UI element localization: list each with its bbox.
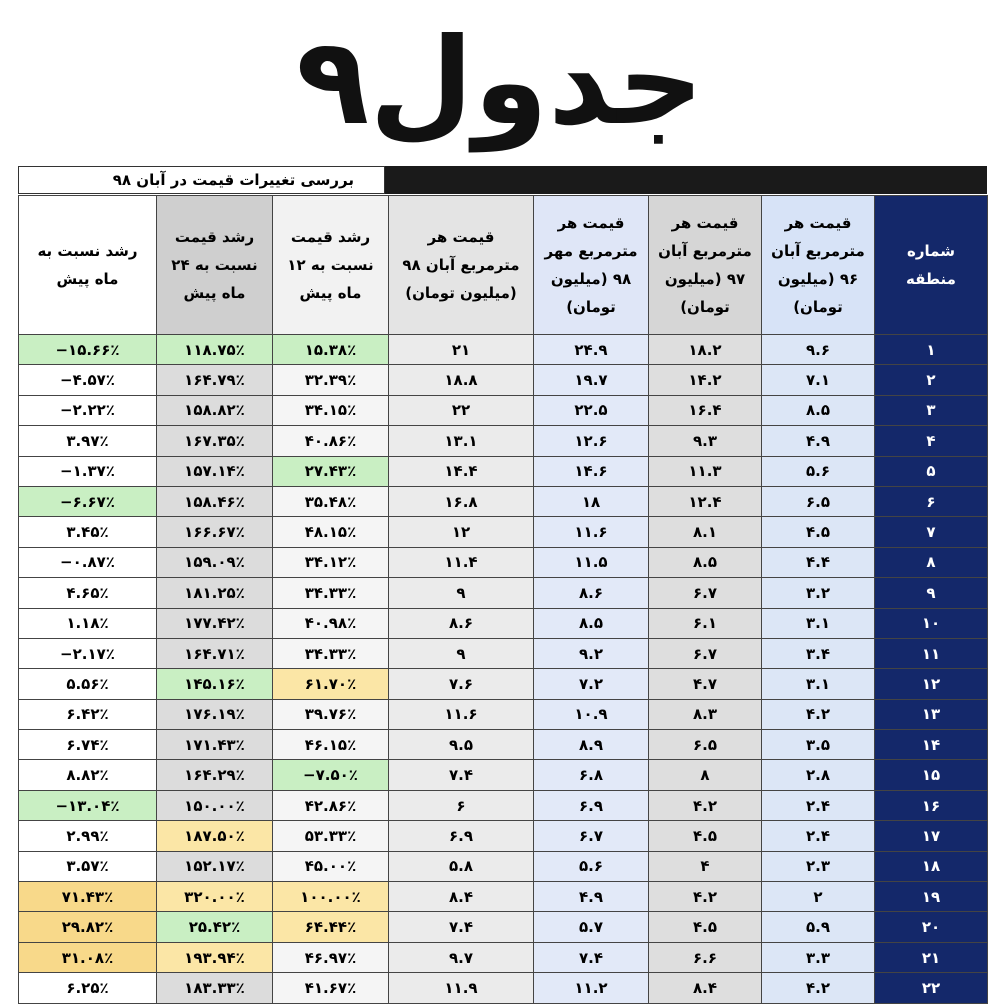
cell-aban98: ۸.۶ <box>389 608 534 638</box>
cell-mehr98: ۱۱.۵ <box>534 547 649 577</box>
table-row <box>19 517 988 547</box>
col-header-growth-1m: رشد نسبت به ماه پیش <box>19 196 157 335</box>
cell-aban98: ۱۸.۸ <box>389 365 534 395</box>
cell-growth24: ۱۵۷.۱۴٪ <box>157 456 273 486</box>
col-header-region: شماره منطقه <box>875 196 988 335</box>
cell-region: ۳ <box>875 395 988 425</box>
cell-growth24: ۱۵۸.۴۶٪ <box>157 486 273 516</box>
cell-aban97: ۴.۷ <box>649 669 762 699</box>
cell-region: ۷ <box>875 517 988 547</box>
cell-growth1: ۲.۹۹٪ <box>19 821 157 851</box>
cell-growth24: ۱۵۹.۰۹٪ <box>157 547 273 577</box>
cell-aban96: ۵.۶ <box>762 456 875 486</box>
cell-region: ۱۸ <box>875 851 988 881</box>
cell-region: ۱۴ <box>875 730 988 760</box>
price-table <box>18 195 988 1004</box>
cell-aban96: ۴.۵ <box>762 517 875 547</box>
cell-aban97: ۸.۴ <box>649 973 762 1003</box>
table-row <box>19 547 988 577</box>
cell-aban96: ۶.۵ <box>762 486 875 516</box>
cell-aban98: ۲۱ <box>389 335 534 365</box>
cell-growth12: ۱۰۰.۰۰٪ <box>273 882 389 912</box>
cell-growth24: ۱۷۶.۱۹٪ <box>157 699 273 729</box>
cell-aban98: ۷.۴ <box>389 912 534 942</box>
cell-aban98: ۷.۶ <box>389 669 534 699</box>
cell-growth12: ۳۴.۱۲٪ <box>273 547 389 577</box>
table-caption: بررسی تغییرات قیمت در آبان ۹۸ <box>18 166 385 194</box>
table-row <box>19 456 988 486</box>
cell-aban98: ۹.۵ <box>389 730 534 760</box>
page-title: جدول۹ <box>296 13 704 152</box>
table-row <box>19 973 988 1003</box>
table-row <box>19 942 988 972</box>
cell-aban98: ۷.۴ <box>389 760 534 790</box>
cell-growth12: ۳۵.۴۸٪ <box>273 486 389 516</box>
cell-aban97: ۸.۵ <box>649 547 762 577</box>
cell-growth24: ۳۲۰.۰۰٪ <box>157 882 273 912</box>
header-bar <box>385 166 987 194</box>
table-body <box>19 335 988 1004</box>
cell-aban96: ۴.۴ <box>762 547 875 577</box>
table-row <box>19 578 988 608</box>
cell-aban98: ۹.۷ <box>389 942 534 972</box>
table-row <box>19 912 988 942</box>
cell-region: ۵ <box>875 456 988 486</box>
table-row <box>19 608 988 638</box>
cell-growth24: ۱۶۴.۲۹٪ <box>157 760 273 790</box>
cell-growth12: ۵۳.۳۳٪ <box>273 821 389 851</box>
cell-aban97: ۱۶.۴ <box>649 395 762 425</box>
cell-growth24: ۱۸۱.۲۵٪ <box>157 578 273 608</box>
cell-growth24: ۱۷۷.۴۲٪ <box>157 608 273 638</box>
cell-growth24: ۱۸۷.۵۰٪ <box>157 821 273 851</box>
cell-aban97: ۱۲.۴ <box>649 486 762 516</box>
cell-aban96: ۳.۲ <box>762 578 875 608</box>
cell-region: ۸ <box>875 547 988 577</box>
cell-region: ۱۰ <box>875 608 988 638</box>
cell-aban97: ۸.۳ <box>649 699 762 729</box>
cell-region: ۱۶ <box>875 790 988 820</box>
cell-growth12: ۴۶.۱۵٪ <box>273 730 389 760</box>
cell-growth1: ۴.۶۵٪ <box>19 578 157 608</box>
cell-aban97: ۸.۱ <box>649 517 762 547</box>
cell-mehr98: ۵.۷ <box>534 912 649 942</box>
cell-mehr98: ۲۲.۵ <box>534 395 649 425</box>
cell-growth12: ۴۲.۸۶٪ <box>273 790 389 820</box>
cell-mehr98: ۲۴.۹ <box>534 335 649 365</box>
table-row <box>19 395 988 425</box>
cell-aban96: ۴.۲ <box>762 699 875 729</box>
cell-mehr98: ۴.۹ <box>534 882 649 912</box>
cell-region: ۲۲ <box>875 973 988 1003</box>
table-row <box>19 638 988 668</box>
cell-aban98: ۹ <box>389 578 534 608</box>
cell-aban97: ۴ <box>649 851 762 881</box>
cell-mehr98: ۱۱.۲ <box>534 973 649 1003</box>
cell-growth12: ۶۱.۷۰٪ <box>273 669 389 699</box>
cell-mehr98: ۷.۴ <box>534 942 649 972</box>
cell-aban97: ۴.۲ <box>649 790 762 820</box>
cell-mehr98: ۱۱.۶ <box>534 517 649 547</box>
cell-growth1: ۳.۴۵٪ <box>19 517 157 547</box>
cell-region: ۲ <box>875 365 988 395</box>
cell-mehr98: ۱۲.۶ <box>534 426 649 456</box>
col-header-aban96: قیمت هر مترمربع آبان ۹۶ (میلیون تومان) <box>762 196 875 335</box>
cell-aban97: ۱۴.۲ <box>649 365 762 395</box>
table-row <box>19 335 988 365</box>
col-header-aban97: قیمت هر مترمربع آبان ۹۷ (میلیون تومان) <box>649 196 762 335</box>
cell-growth24: ۱۵۲.۱۷٪ <box>157 851 273 881</box>
cell-region: ۴ <box>875 426 988 456</box>
cell-growth1: −۱.۳۷٪ <box>19 456 157 486</box>
cell-mehr98: ۵.۶ <box>534 851 649 881</box>
cell-growth24: ۱۶۴.۷۹٪ <box>157 365 273 395</box>
cell-growth1: −۲.۲۲٪ <box>19 395 157 425</box>
cell-growth1: ۱.۱۸٪ <box>19 608 157 638</box>
cell-growth12: ۴۰.۹۸٪ <box>273 608 389 638</box>
cell-mehr98: ۷.۲ <box>534 669 649 699</box>
cell-growth1: ۷۱.۴۳٪ <box>19 882 157 912</box>
cell-aban96: ۲.۳ <box>762 851 875 881</box>
cell-aban98: ۸.۴ <box>389 882 534 912</box>
col-header-growth-24m: رشد قیمت نسبت به ۲۴ ماه پیش <box>157 196 273 335</box>
table-row <box>19 760 988 790</box>
table-row <box>19 790 988 820</box>
cell-aban98: ۱۲ <box>389 517 534 547</box>
cell-growth24: ۱۷۱.۴۳٪ <box>157 730 273 760</box>
cell-region: ۱۵ <box>875 760 988 790</box>
table-row <box>19 882 988 912</box>
cell-mehr98: ۶.۷ <box>534 821 649 851</box>
cell-mehr98: ۸.۹ <box>534 730 649 760</box>
cell-growth24: ۱۹۳.۹۴٪ <box>157 942 273 972</box>
cell-aban97: ۶.۶ <box>649 942 762 972</box>
cell-growth1: ۶.۴۲٪ <box>19 699 157 729</box>
cell-aban96: ۳.۴ <box>762 638 875 668</box>
cell-growth12: ۲۷.۴۳٪ <box>273 456 389 486</box>
table-row <box>19 365 988 395</box>
cell-growth12: ۳۹.۷۶٪ <box>273 699 389 729</box>
cell-growth12: ۳۲.۳۹٪ <box>273 365 389 395</box>
cell-aban98: ۶ <box>389 790 534 820</box>
table-row <box>19 486 988 516</box>
cell-aban97: ۹.۳ <box>649 426 762 456</box>
cell-growth12: ۴۱.۶۷٪ <box>273 973 389 1003</box>
cell-growth12: ۴۵.۰۰٪ <box>273 851 389 881</box>
cell-region: ۱۹ <box>875 882 988 912</box>
cell-aban98: ۶.۹ <box>389 821 534 851</box>
cell-growth12: −۷.۵۰٪ <box>273 760 389 790</box>
cell-region: ۱ <box>875 335 988 365</box>
cell-aban97: ۶.۱ <box>649 608 762 638</box>
cell-aban98: ۱۳.۱ <box>389 426 534 456</box>
cell-aban97: ۱۱.۳ <box>649 456 762 486</box>
cell-aban96: ۲.۸ <box>762 760 875 790</box>
cell-region: ۹ <box>875 578 988 608</box>
cell-mehr98: ۸.۶ <box>534 578 649 608</box>
cell-aban96: ۳.۱ <box>762 669 875 699</box>
cell-mehr98: ۸.۵ <box>534 608 649 638</box>
cell-growth24: ۱۴۵.۱۶٪ <box>157 669 273 699</box>
cell-growth24: ۱۶۴.۷۱٪ <box>157 638 273 668</box>
cell-growth12: ۴۶.۹۷٪ <box>273 942 389 972</box>
cell-growth24: ۱۵۸.۸۲٪ <box>157 395 273 425</box>
cell-aban98: ۱۴.۴ <box>389 456 534 486</box>
cell-region: ۲۰ <box>875 912 988 942</box>
cell-growth1: ۸.۸۲٪ <box>19 760 157 790</box>
cell-aban98: ۲۲ <box>389 395 534 425</box>
cell-growth24: ۱۱۸.۷۵٪ <box>157 335 273 365</box>
cell-region: ۱۳ <box>875 699 988 729</box>
cell-aban97: ۴.۵ <box>649 912 762 942</box>
cell-growth12: ۳۴.۳۳٪ <box>273 638 389 668</box>
cell-region: ۱۱ <box>875 638 988 668</box>
cell-aban96: ۸.۵ <box>762 395 875 425</box>
cell-aban98: ۹ <box>389 638 534 668</box>
table-row <box>19 669 988 699</box>
cell-aban96: ۴.۹ <box>762 426 875 456</box>
cell-growth1: −۱۵.۶۶٪ <box>19 335 157 365</box>
table-row <box>19 426 988 456</box>
cell-aban97: ۶.۷ <box>649 638 762 668</box>
cell-region: ۱۲ <box>875 669 988 699</box>
cell-aban96: ۳.۵ <box>762 730 875 760</box>
cell-region: ۱۷ <box>875 821 988 851</box>
cell-mehr98: ۶.۹ <box>534 790 649 820</box>
cell-growth1: ۳.۹۷٪ <box>19 426 157 456</box>
cell-growth1: −۴.۵۷٪ <box>19 365 157 395</box>
cell-aban96: ۵.۹ <box>762 912 875 942</box>
cell-growth12: ۴۸.۱۵٪ <box>273 517 389 547</box>
cell-aban96: ۷.۱ <box>762 365 875 395</box>
cell-aban98: ۱۱.۶ <box>389 699 534 729</box>
cell-mehr98: ۶.۸ <box>534 760 649 790</box>
cell-growth24: ۲۵.۴۲٪ <box>157 912 273 942</box>
cell-growth12: ۶۴.۴۴٪ <box>273 912 389 942</box>
cell-growth24: ۱۶۶.۶۷٪ <box>157 517 273 547</box>
cell-aban96: ۲ <box>762 882 875 912</box>
cell-growth1: ۲۹.۸۲٪ <box>19 912 157 942</box>
cell-growth12: ۳۴.۳۳٪ <box>273 578 389 608</box>
cell-growth12: ۳۴.۱۵٪ <box>273 395 389 425</box>
col-header-mehr98: قیمت هر مترمربع مهر ۹۸ (میلیون تومان) <box>534 196 649 335</box>
cell-aban98: ۱۱.۹ <box>389 973 534 1003</box>
cell-mehr98: ۹.۲ <box>534 638 649 668</box>
col-header-growth-12m: رشد قیمت نسبت به ۱۲ ماه پیش <box>273 196 389 335</box>
cell-region: ۲۱ <box>875 942 988 972</box>
cell-growth1: ۳۱.۰۸٪ <box>19 942 157 972</box>
cell-aban96: ۳.۳ <box>762 942 875 972</box>
cell-aban96: ۳.۱ <box>762 608 875 638</box>
header-row <box>19 196 988 335</box>
col-header-aban98: قیمت هر مترمربع آبان ۹۸ (میلیون تومان) <box>389 196 534 335</box>
cell-aban97: ۱۸.۲ <box>649 335 762 365</box>
cell-aban97: ۴.۲ <box>649 882 762 912</box>
cell-growth24: ۱۵۰.۰۰٪ <box>157 790 273 820</box>
table-row <box>19 730 988 760</box>
cell-mehr98: ۱۰.۹ <box>534 699 649 729</box>
cell-growth1: ۵.۵۶٪ <box>19 669 157 699</box>
table-row <box>19 699 988 729</box>
table-row <box>19 821 988 851</box>
cell-mehr98: ۱۸ <box>534 486 649 516</box>
cell-growth1: −۱۳.۰۴٪ <box>19 790 157 820</box>
cell-growth24: ۱۸۳.۳۳٪ <box>157 973 273 1003</box>
cell-region: ۶ <box>875 486 988 516</box>
cell-growth1: ۳.۵۷٪ <box>19 851 157 881</box>
cell-growth12: ۴۰.۸۶٪ <box>273 426 389 456</box>
cell-aban96: ۴.۲ <box>762 973 875 1003</box>
cell-mehr98: ۱۴.۶ <box>534 456 649 486</box>
cell-aban97: ۶.۷ <box>649 578 762 608</box>
cell-growth1: −۶.۶۷٪ <box>19 486 157 516</box>
cell-aban98: ۵.۸ <box>389 851 534 881</box>
cell-growth1: ۶.۷۴٪ <box>19 730 157 760</box>
table-row <box>19 851 988 881</box>
cell-aban98: ۱۶.۸ <box>389 486 534 516</box>
cell-aban97: ۴.۵ <box>649 821 762 851</box>
cell-growth1: −۲.۱۷٪ <box>19 638 157 668</box>
cell-aban98: ۱۱.۴ <box>389 547 534 577</box>
cell-mehr98: ۱۹.۷ <box>534 365 649 395</box>
cell-aban96: ۲.۴ <box>762 821 875 851</box>
cell-growth24: ۱۶۷.۳۵٪ <box>157 426 273 456</box>
cell-aban97: ۸ <box>649 760 762 790</box>
cell-growth1: ۶.۲۵٪ <box>19 973 157 1003</box>
cell-growth1: −۰.۸۷٪ <box>19 547 157 577</box>
cell-aban96: ۹.۶ <box>762 335 875 365</box>
cell-aban96: ۲.۴ <box>762 790 875 820</box>
cell-aban97: ۶.۵ <box>649 730 762 760</box>
cell-growth12: ۱۵.۳۸٪ <box>273 335 389 365</box>
